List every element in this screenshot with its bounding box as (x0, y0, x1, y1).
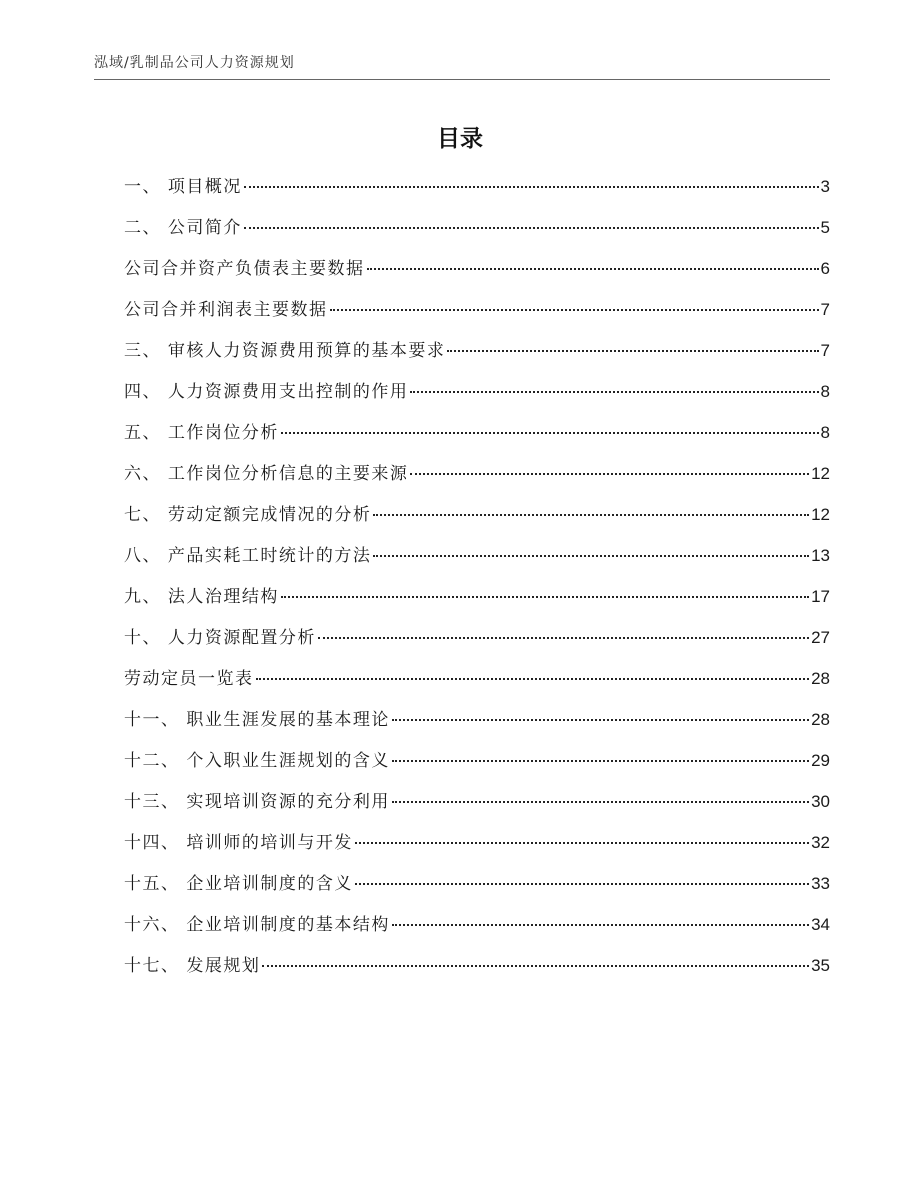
toc-entry[interactable] (124, 500, 830, 541)
leader-dots (373, 497, 809, 516)
toc-entry-label: 十三、 实现培训资源的充分利用 (124, 792, 390, 812)
leader-dots (256, 661, 810, 680)
toc-entry-label: 十一、 职业生涯发展的基本理论 (124, 710, 390, 730)
table-of-contents (124, 172, 830, 992)
leader-dots (244, 169, 819, 188)
toc-entry-label: 七、 劳动定额完成情况的分析 (124, 505, 372, 525)
toc-entry[interactable] (124, 623, 830, 664)
toc-entry-page: 33 (811, 874, 830, 893)
toc-entry[interactable] (124, 172, 830, 213)
leader-dots (392, 907, 809, 926)
toc-entry-page: 13 (811, 546, 830, 565)
toc-entry[interactable] (124, 295, 830, 336)
toc-entry[interactable] (124, 459, 830, 500)
toc-entry-page: 6 (820, 259, 830, 278)
leader-dots (367, 251, 819, 270)
toc-entry[interactable] (124, 787, 830, 828)
toc-entry-page: 5 (820, 218, 830, 237)
toc-entry[interactable] (124, 705, 830, 746)
toc-entry[interactable] (124, 746, 830, 787)
leader-dots (281, 415, 819, 434)
toc-entry[interactable] (124, 254, 830, 295)
leader-dots (373, 538, 809, 557)
header-divider (94, 79, 830, 80)
toc-entry[interactable] (124, 664, 830, 705)
leader-dots (392, 743, 809, 762)
leader-dots (447, 333, 818, 352)
toc-entry-page: 29 (811, 751, 830, 770)
toc-entry-label: 六、 工作岗位分析信息的主要来源 (124, 464, 409, 484)
leader-dots (330, 292, 819, 311)
leader-dots (281, 579, 809, 598)
toc-entry-page: 28 (811, 710, 830, 729)
toc-title: 目录 (437, 126, 483, 152)
toc-entry-label: 公司合并资产负债表主要数据 (124, 259, 365, 279)
toc-entry-label: 一、 项目概况 (124, 177, 242, 197)
toc-entry[interactable] (124, 377, 830, 418)
toc-entry-page: 12 (811, 464, 830, 483)
toc-entry-page: 28 (811, 669, 830, 688)
toc-entry-page: 35 (811, 956, 830, 975)
toc-entry-page: 8 (820, 423, 830, 442)
toc-entry-label: 二、 公司简介 (124, 218, 242, 238)
toc-entry[interactable] (124, 418, 830, 459)
toc-entry-label: 十五、 企业培训制度的含义 (124, 874, 353, 894)
leader-dots (410, 456, 809, 475)
toc-entry-page: 34 (811, 915, 830, 934)
toc-entry-label: 十四、 培训师的培训与开发 (124, 833, 353, 853)
toc-entry-label: 八、 产品实耗工时统计的方法 (124, 546, 372, 566)
toc-entry-page: 12 (811, 505, 830, 524)
leader-dots (262, 948, 809, 967)
toc-entry[interactable] (124, 910, 830, 951)
toc-entry-page: 7 (820, 341, 830, 360)
toc-entry-label: 十二、 个入职业生涯规划的含义 (124, 751, 390, 771)
toc-entry[interactable] (124, 951, 830, 992)
leader-dots (355, 866, 809, 885)
leader-dots (410, 374, 818, 393)
toc-entry-page: 7 (820, 300, 830, 319)
toc-entry-page: 32 (811, 833, 830, 852)
leader-dots (318, 620, 809, 639)
leader-dots (355, 825, 809, 844)
toc-entry-page: 30 (811, 792, 830, 811)
toc-entry[interactable] (124, 869, 830, 910)
toc-entry-page: 8 (820, 382, 830, 401)
toc-entry-label: 十、 人力资源配置分析 (124, 628, 316, 648)
toc-entry-label: 四、 人力资源费用支出控制的作用 (124, 382, 409, 402)
running-header: 泓域/乳制品公司人力资源规划 (94, 55, 295, 71)
toc-entry-page: 3 (820, 177, 830, 196)
toc-entry-label: 三、 审核人力资源费用预算的基本要求 (124, 341, 446, 361)
toc-entry[interactable] (124, 828, 830, 869)
toc-entry-label: 十六、 企业培训制度的基本结构 (124, 915, 390, 935)
leader-dots (244, 210, 819, 229)
toc-entry[interactable] (124, 541, 830, 582)
toc-entry-label: 九、 法人治理结构 (124, 587, 279, 607)
leader-dots (392, 784, 809, 803)
toc-entry[interactable] (124, 336, 830, 377)
toc-entry-label: 十七、 发展规划 (124, 956, 261, 976)
toc-entry-label: 劳动定员一览表 (124, 669, 254, 689)
toc-entry-page: 17 (811, 587, 830, 606)
toc-entry[interactable] (124, 213, 830, 254)
toc-entry[interactable] (124, 582, 830, 623)
leader-dots (392, 702, 809, 721)
toc-entry-label: 公司合并利润表主要数据 (124, 300, 328, 320)
toc-entry-page: 27 (811, 628, 830, 647)
toc-entry-label: 五、 工作岗位分析 (124, 423, 279, 443)
